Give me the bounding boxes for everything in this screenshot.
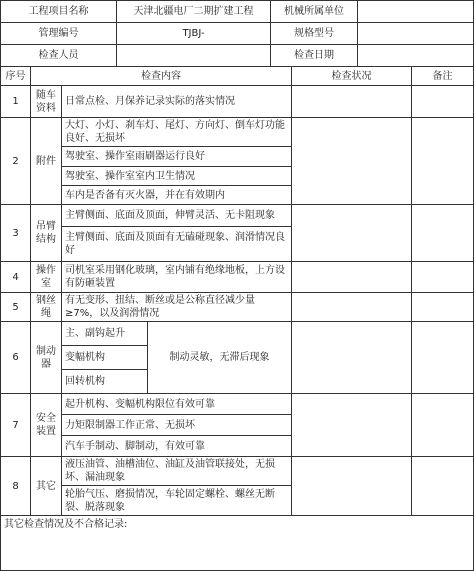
group-8-item-1: 液压油管、油槽油位、油缸及油管联接处，无损坏、漏油现象	[61, 456, 292, 486]
group-8-no: 8	[0, 456, 31, 516]
group-2-remark	[411, 117, 474, 205]
group-4-status	[291, 261, 412, 293]
project-label: 工程项目名称	[0, 0, 117, 23]
inspector-label: 检查人员	[0, 44, 117, 67]
group-2-item-1: 大灯、小灯、刹车灯、尾灯、方向灯、倒车灯功能良好、无损坏	[61, 117, 292, 147]
group-6-remark	[411, 321, 474, 394]
group-7-item-2: 力矩限制器工作正常、无损坏	[61, 414, 292, 436]
group-7-item-3: 汽车手制动、脚制动，有效可靠	[61, 435, 292, 457]
group-1-status	[291, 85, 412, 118]
group-2-item-4: 车内是否备有灭火器，并在有效期内	[61, 185, 292, 205]
group-8-status	[291, 456, 412, 516]
group-4-category: 操作室	[30, 261, 62, 293]
group-1-no: 1	[0, 85, 31, 118]
col-header-status: 检查状况	[291, 66, 412, 86]
group-8-category: 其它	[30, 456, 62, 516]
group-2-category: 附件	[30, 117, 62, 205]
group-7-remark	[411, 393, 474, 457]
date-value	[357, 44, 474, 67]
group-6-item-3: 回转机构	[61, 369, 148, 394]
group-1-remark	[411, 85, 474, 118]
group-6-category: 制动器	[30, 321, 62, 394]
group-6-shared-criterion: 制动灵敏，无滞后现象	[147, 321, 292, 394]
group-6-item-2: 变幅机构	[61, 345, 148, 370]
unit-value	[357, 0, 474, 23]
other-findings-box[interactable]	[0, 515, 474, 571]
group-5-no: 5	[0, 292, 31, 322]
spec-label: 规格型号	[270, 22, 358, 45]
mgmt-label: 管理编号	[0, 22, 117, 45]
spec-value	[357, 22, 474, 45]
group-1-category: 随车资料	[30, 85, 62, 118]
group-3-item-1: 主臂侧面、底面及顶面，伸臂灵活、无卡阻现象	[61, 204, 292, 227]
group-3-remark	[411, 204, 474, 262]
col-header-remark: 备注	[411, 66, 474, 86]
date-label: 检查日期	[270, 44, 358, 67]
group-6-item-1: 主、副钩起升	[61, 321, 148, 346]
group-4-item-1: 司机室采用钢化玻璃，室内铺有绝缘地板，上方设有防砸装置	[61, 261, 292, 293]
group-5-category: 钢丝绳	[30, 292, 62, 322]
mgmt-value: TJBJ-	[116, 22, 271, 45]
inspector-value	[116, 44, 271, 67]
unit-label: 机械所属单位	[270, 0, 358, 23]
group-3-status	[291, 204, 412, 262]
project-value: 天津北疆电厂二期扩建工程	[116, 0, 271, 23]
col-header-no: 序号	[0, 66, 31, 86]
group-2-item-3: 驾驶室、操作室室内卫生情况	[61, 166, 292, 186]
group-2-item-2: 驾驶室、操作室雨刷器运行良好	[61, 146, 292, 167]
col-header-content: 检查内容	[30, 66, 292, 86]
group-2-status	[291, 117, 412, 205]
group-8-item-2: 轮胎气压、磨损情况，车轮固定螺栓、螺丝无断裂、脱落现象	[61, 485, 292, 516]
group-6-status	[291, 321, 412, 394]
group-4-no: 4	[0, 261, 31, 293]
other-findings-label: 其它检查情况及不合格记录:	[4, 519, 128, 530]
group-2-no: 2	[0, 117, 31, 205]
group-7-status	[291, 393, 412, 457]
group-5-remark	[411, 292, 474, 322]
group-1-item-1: 日常点检、月保养记录实际的落实情况	[61, 85, 292, 118]
group-7-item-1: 起升机构、变幅机构限位有效可靠	[61, 393, 292, 415]
group-3-no: 3	[0, 204, 31, 262]
group-4-remark	[411, 261, 474, 293]
group-6-no: 6	[0, 321, 31, 394]
group-3-category: 吊臂结构	[30, 204, 62, 262]
group-5-status	[291, 292, 412, 322]
group-3-item-2: 主臂侧面、底面及顶面有无磕碰现象、润滑情况良好	[61, 226, 292, 262]
group-5-item-1: 有无变形、扭结、断丝或是公称直径减少量≥7%，以及润滑情况	[61, 292, 292, 322]
group-7-category: 安全装置	[30, 393, 62, 457]
group-7-no: 7	[0, 393, 31, 457]
group-8-remark	[411, 456, 474, 516]
